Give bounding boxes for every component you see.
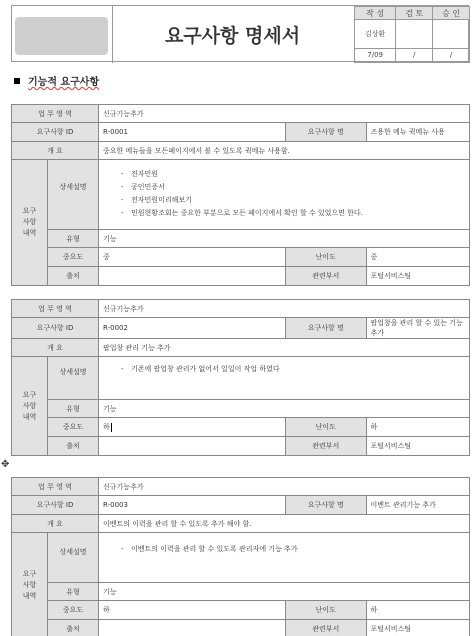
label-overview: 개 요 [12, 142, 99, 160]
importance-value[interactable]: 중 [99, 248, 286, 267]
approval-box [354, 6, 470, 63]
work-area-value[interactable]: 신규기능추가 [99, 478, 470, 496]
requirement-table [11, 104, 470, 286]
label-work-area: 업 무 영 역 [12, 478, 99, 496]
overview-value[interactable]: 중요한 메뉴들을 모든페이지에서 볼 수 있도록 퀵메뉴 사용함. [99, 142, 470, 160]
list-item: - 민원현황조회는 중요한 부분으로 모든 페이지에서 확인 할 수 있었으면 한다. [121, 207, 465, 220]
label-type: 유형 [48, 230, 99, 248]
label-req-id: 요구사항 ID [12, 123, 99, 142]
list-item: - 기존에 팝업창 관리가 없어서 일일이 작업 하였다 [121, 363, 465, 376]
label-work-area: 업 무 영 역 [12, 105, 99, 123]
label-related-dept: 관련부서 [286, 267, 366, 285]
label-difficulty: 난이도 [286, 601, 366, 619]
label-detail-desc: 상세설명 [48, 160, 99, 230]
overview-value[interactable]: 이벤트의 이력을 관리 할 수 있도록 추가 해야 함. [99, 515, 470, 533]
work-area-value[interactable]: 신규기능추가 [99, 300, 470, 318]
overview-value[interactable]: 팝업창 관리 기능 추가 [99, 339, 470, 357]
label-source: 출처 [48, 620, 99, 636]
requirement-table [11, 299, 470, 456]
type-value[interactable]: 기능 [99, 583, 470, 601]
importance-value[interactable]: 하 [99, 418, 286, 437]
source-value[interactable] [99, 620, 286, 636]
approval-signature-author[interactable]: 김상환 [355, 20, 396, 49]
req-name-value[interactable]: 이벤트 관리기능 추가 [370, 501, 436, 509]
list-item: - 이벤트의 이력을 관리 할 수 있도록 관리자에 기능 추가 [121, 543, 465, 556]
list-item: - 공인민증서 [121, 181, 465, 194]
approval-date-review[interactable]: / [396, 48, 433, 62]
type-value[interactable]: 기능 [99, 400, 470, 418]
label-source: 출처 [48, 267, 99, 286]
approval-label-author: 작 성 [355, 7, 396, 20]
approval-date-approve[interactable]: / [433, 48, 470, 62]
detail-desc-value[interactable] [99, 357, 470, 400]
label-importance: 중요도 [48, 248, 99, 267]
list-item: - 전자민원 [121, 168, 465, 181]
req-name-value[interactable]: 즈용한 메뉴 퀵메뉴 사용 [370, 128, 445, 136]
label-source: 출처 [48, 437, 99, 456]
difficulty-value[interactable]: 하 [370, 423, 378, 431]
section-title: 기능적 요구사항 [28, 77, 100, 88]
logo-placeholder [15, 17, 108, 55]
label-overview: 개 요 [12, 515, 99, 533]
label-detail-desc: 상세설명 [48, 357, 99, 400]
importance-value[interactable]: 하 [99, 601, 286, 620]
related-dept-value[interactable]: 포털서비스팀 [370, 442, 412, 450]
approval-date-author[interactable]: 7/09 [355, 48, 396, 62]
label-related-dept: 관련부서 [286, 620, 366, 636]
source-value[interactable] [99, 267, 286, 286]
requirement-table [11, 477, 470, 636]
related-dept-value[interactable]: 포털서비스팀 [370, 625, 412, 633]
work-area-value[interactable]: 신규기능추가 [99, 105, 470, 123]
difficulty-value[interactable]: 중 [370, 253, 378, 261]
label-overview: 개 요 [12, 339, 99, 357]
label-req-detail: 요구 사항 내역 [12, 533, 48, 636]
req-id-value[interactable]: R-0001 [99, 123, 286, 142]
label-importance: 중요도 [48, 601, 99, 620]
difficulty-value[interactable]: 하 [370, 606, 378, 614]
document-title: 요구사항 명세서 [112, 6, 352, 63]
label-work-area: 업 무 영 역 [12, 300, 99, 318]
label-req-name: 요구사항 명 [286, 318, 366, 338]
label-req-detail: 요구 사항 내역 [12, 160, 48, 286]
label-req-name: 요구사항 명 [286, 123, 366, 141]
related-dept-value[interactable]: 포털서비스팀 [370, 272, 412, 280]
approval-label-approve: 승 인 [433, 7, 470, 20]
label-difficulty: 난이도 [286, 248, 366, 266]
approval-signature-review[interactable] [396, 20, 433, 49]
source-value[interactable] [99, 437, 286, 456]
label-difficulty: 난이도 [286, 418, 366, 436]
label-type: 유형 [48, 400, 99, 418]
label-req-id: 요구사항 ID [12, 496, 99, 515]
label-req-id: 요구사항 ID [12, 318, 99, 339]
type-value[interactable]: 기능 [99, 230, 470, 248]
detail-desc-value[interactable] [99, 160, 470, 230]
detail-desc-value[interactable] [99, 533, 470, 583]
label-importance: 중요도 [48, 418, 99, 437]
label-type: 유형 [48, 583, 99, 601]
square-bullet-icon [14, 78, 20, 84]
label-req-detail: 요구 사항 내역 [12, 357, 48, 456]
label-detail-desc: 상세설명 [48, 533, 99, 583]
label-related-dept: 관련부서 [286, 437, 366, 455]
list-item: - 전자민원미리해보기 [121, 194, 465, 207]
document-header [11, 5, 469, 62]
label-req-name: 요구사항 명 [286, 496, 366, 514]
approval-label-review: 검 토 [396, 7, 433, 20]
table-move-handle-icon[interactable]: ✥ [1, 459, 10, 470]
approval-signature-approve[interactable] [433, 20, 470, 49]
req-id-value[interactable]: R-0002 [99, 318, 286, 339]
text-cursor [111, 423, 112, 432]
req-id-value[interactable]: R-0003 [99, 496, 286, 515]
req-name-value[interactable]: 팝업창을 관리 할 수 있는 기능 추가 [370, 319, 463, 337]
section-heading [14, 73, 99, 88]
